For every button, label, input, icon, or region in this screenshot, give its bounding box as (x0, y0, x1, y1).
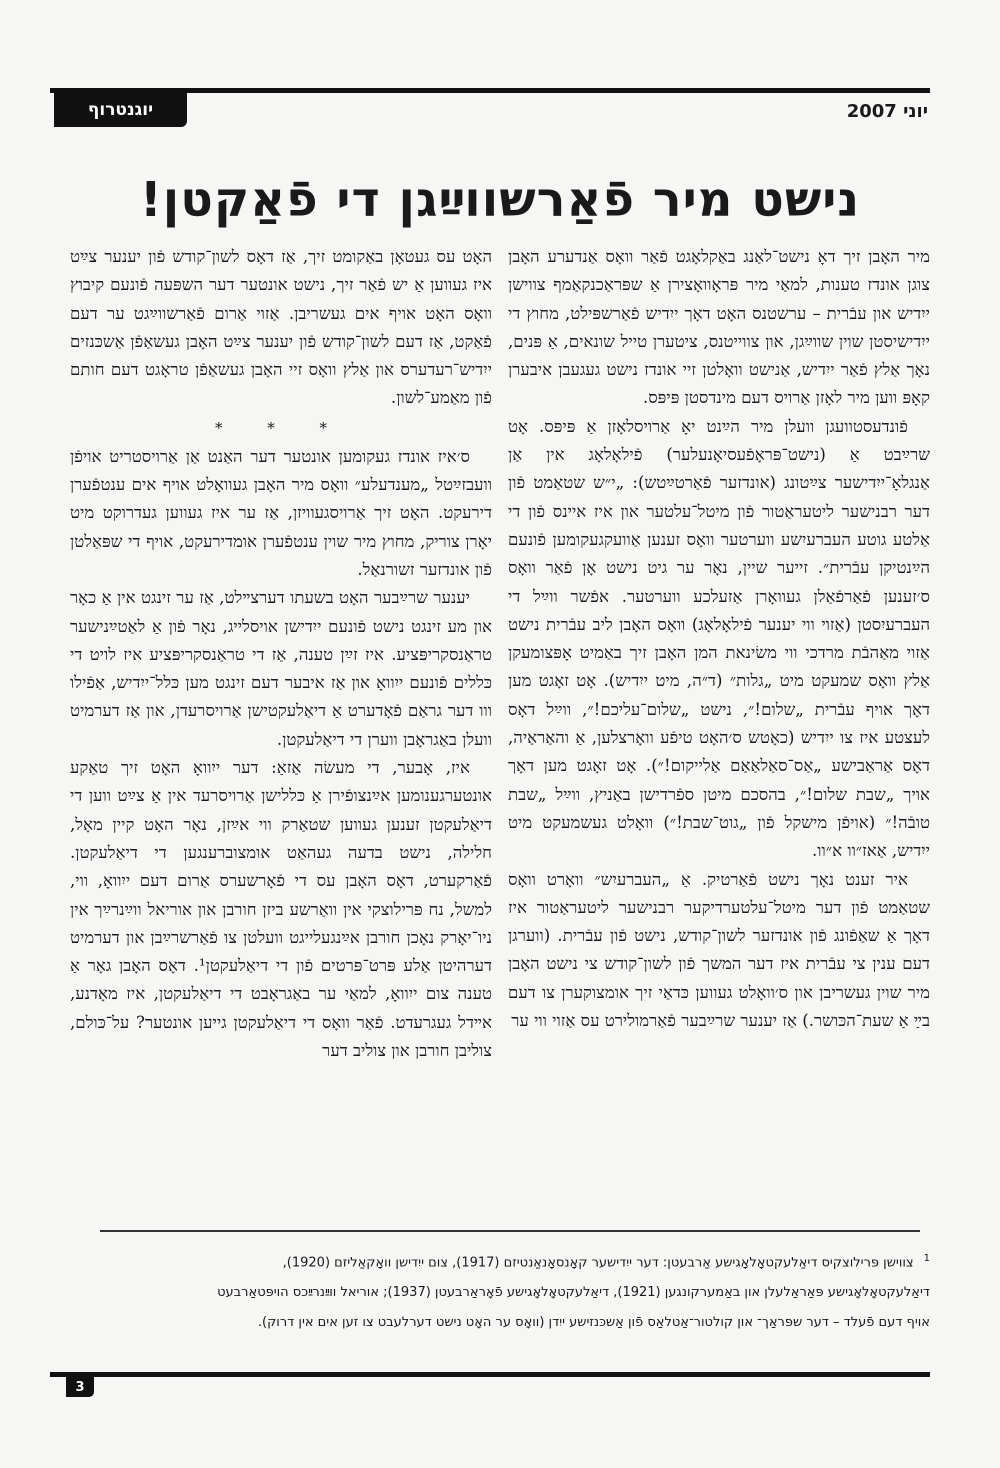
footnote-text: צווישן פּרילוצקיס דיאַלעקטאָלאָגישע אַרבעטן: דער ייִדישער קאָנסאָנאַנטיזם (1917), צום ייִדישן וואָקאַליזם (1920), (282, 1255, 914, 1271)
article-column-right (508, 243, 930, 1208)
footnote-line (70, 1244, 930, 1278)
bottom-rule (50, 1372, 930, 1377)
footnote-mark: 1 (923, 1253, 930, 1264)
paragraph: יענער שרײַבער האָט בשעתו דערצײלט, אַז ער זינגט אין אַ כאָר און מע זינגט נישט פֿונעם ייִדישן אויסלייג, נאָר פֿון אַ לאַטײַנישער טראַנסקריפּציע. איז זײַן טענה, אַז די טראַנסקריפּציע איז לויט די כּללים פֿונעם ייִוואָ און אַז איבער דעם זינגט מען כּלל־ייִדיש, אַפֿילו ווו דער גראַם פֿאָדערט אַ דיאַלעקטישן אַרויסרעדן, און אַז דערמיט וועלן באַגראָבן ווערן די דיאַלעקטן. (70, 588, 492, 749)
footnote-rule (100, 1230, 920, 1232)
footnotes (70, 1244, 930, 1334)
paragraph: איז, אָבער, די מעשׂה אַזאַ: דער ייִוואָ האָט זיך טאַקע אונטערגענומען אײַנצופֿירן אַ כּללישן אַרויסרעד אין אַ צײַט ווען די דיאַלעקטן זענען געווען שטאַרק ווי אײַזן, נאָר האָט קיין מאָל, חלילה, נישט בדעה געהאַט אומצוברענגען די דיאַלעקטן. פֿאַרקערט, דאָס האָבן עס די פֿאָרשערס אַרום דעם ייִוואָ, ווי, למשל, נח פּרילוצקי אין וואַרשע ביזן חורבן און אוריאל ווײַנרײַך אין ניו־יאָרק נאָכן חורבן אײַנגעלייגט וועלטן צו פֿאַרשרײַבן און דערמיט דערהיטן אַלע פּרט־פּרטים פֿון די דיאַלעקטן¹. דאָס האָבן גאָר אַ טענה צום ייִוואָ, למאַי ער באַגראָבט די דיאַלעקטן, איז מאָדנע, אײדל געגרעדט. פֿאַר וואָס די דיאַלעקטן גייען אונטער? על־כּולם, צוליבן חורבן און צוליב דער (70, 758, 492, 1061)
page-number: 3 (66, 1377, 94, 1397)
paragraph: פֿונדעסטוועגן וועלן מיר הײַנט יאָ אַרויסלאָזן אַ פּיפּס. אָט שרײַבט אַ (נישט־פּראָפֿעסיאָנעלער) פֿילאָלאָג אין אַן אַנגלאָ־ייִדישער צײַטונג (אונדזער פֿאַרטײַטש): „י״ש שטאַמט פֿון דער רבנישער ליטעראַטור פֿון מיטל־עלטער און איז איינס פֿון די אַלטע גוטע העברעיִשע ווערטער וואָס זענען אַוועקגעקומען פֿונעם הײַנטיקן עבֿרית״. זייער שיין, נאָר ער גיט נישט אָן פֿאַר וואָס ס׳זענען פֿאַרפֿאַלן געוואָרן אַזעלכע ווערטער. אפֿשר ווײַל די העברעיִסטן (אַזוי ווי יענער פֿילאָלאָג) וואָס האָבן ליב עבֿרית נישט אַזוי מאַהבֿת מרדכי ווי משׂינאת המן האָבן זיך באַמיט אָפּצומעקן אַלץ וואָס שמעקט מיט „גלות״ (ד״ה, מיט ייִדיש). אָט זאָגט מען דאָך אויף עבֿרית „שלום!״, נישט „שלום־עליכם!״, ווײַל דאָס לעצטע איז צו ייִדיש (כאָטש ס׳האָט טיפֿע וואָרצלען, אַ והאַראַיה, דאָס אַראַבישע „אַס־סאַלאַאַם אַלייקום!״). אָט זאָגט מען דאָך אויך „שבת שלום!״, בהסכם מיטן ספֿרדישן באַניץ, ווײַל „שבת טובֿה!״ (אויפֿן מישקל פֿון „גוט־שבת!״) וואָלט געשמעקט מיט ייִדיש, אַאז״וו א״וו. (508, 416, 930, 861)
article-title: נישט מיר פֿאַרשווײַגן די פֿאַקטן! (139, 172, 861, 228)
article-column-left (70, 243, 492, 1208)
paragraph: האָט עס געטאָן באַקומט זיך, אַז דאָס לשון־קודש פֿון יענער צײַט איז געווען אַ יש פֿאַר זיך, נישט אונטער דער השפּעה פֿונעם קיבוץ וואָס האָט אויף אים געשריבן. אַזוי אַרום פֿאַרשווײַגט ער דעם פֿאַקט, אַז דעם לשון־קודש פֿון יענער צײַט האָבן געשאַפֿן אַשכּנזים ייִדיש־רעדערס און אַלץ וואָס זיי האָבן געשאַפֿן טראָגט דעם חותם פֿון מאַמע־לשון. (70, 247, 492, 408)
paragraph: איר זענט נאָך נישט פֿאַרטיק. אַ „העברעיִש״ וואָרט וואָס שטאַמט פֿון דער מיטל־עלטערדיקער רבנישער ליטעראַטור איז דאָך אַ שאַפֿונג פֿון אונדזער לשון־קודש, נישט פֿון עבֿרית. (ווערגן דעם ענין צי עבֿרית איז דער המשך פֿון לשון־קודש צי נישט האָבן מיר שוין געשריבן און ס׳וואָלט געווען כּדאַי זיך אומצוקערן צו דעם בײַ אַ שעת־הכּושר.) אַז יענער שרײַבער פֿאַרמולירט עס אַזוי ווי ער (508, 869, 930, 1031)
section-label: יוגנטרוף (54, 93, 187, 127)
section-separator: * * * (214, 418, 348, 437)
footnote-line: דיאַלעקטאָלאָגישע פּאַראַלעלן און באַמערקונגען (1921), דיאַלעקטאָלאָגישע פֿאָראַרבעטן (1937); אוריאל ווײַנרײַכס הויפּטאַרבעט (217, 1285, 930, 1301)
paragraph: ס׳איז אונדז געקומען אונטער דער האַנט אַן אַרויסטריט אויפֿן וועבזײַטל „מענדעלע״ וואָס מיר האָבן געוואָלט אויף אים ענטפֿערן דירעקט. האָט זיך אַרויסגעוויזן, אַז ער איז געווען געדרוקט מיט יאָרן צוריק, מחוץ מיר שוין ענטפֿערן אומדירעקט, אויף די שפּאַלטן פֿון אונדזער זשורנאַל. (70, 446, 492, 579)
issue-date: יוני 2007 (846, 100, 928, 122)
paragraph: מיר האָבן זיך דאָ נישט־לאַנג באַקלאָגט פֿאַר וואָס אַנדערע האָבן צוגן אונדז טענות, למאַי מיר פּראָוואָצירן אַ שפּראַכנקאַמף צווישן ייִדיש און עבֿרית – ערשטנס האָט דאָך ייִדיש פֿאַרשפּילט, מחוץ די ייִדישיסטן שוין שווײַגן, און צווייטנס, ציטערן טייל שונאים, אַ פּנים, נאָך אַלץ פֿאַר ייִדיש, אַנישט וואָלטן זיי אונדז נישט געגעבן איבערן קאָפּ ווען מיר לאָזן אַרויס דעם מינדסטן פּיפּס. (508, 247, 930, 408)
footnote-line: אויף דעם פֿעלד – דער שפּראַך־ און קולטור־אַטלאַס פֿון אַשכּנזישע ייִדן (וואָס ער האָט נישט דערלעבט צו זען אים אין דרוק). (257, 1315, 930, 1331)
